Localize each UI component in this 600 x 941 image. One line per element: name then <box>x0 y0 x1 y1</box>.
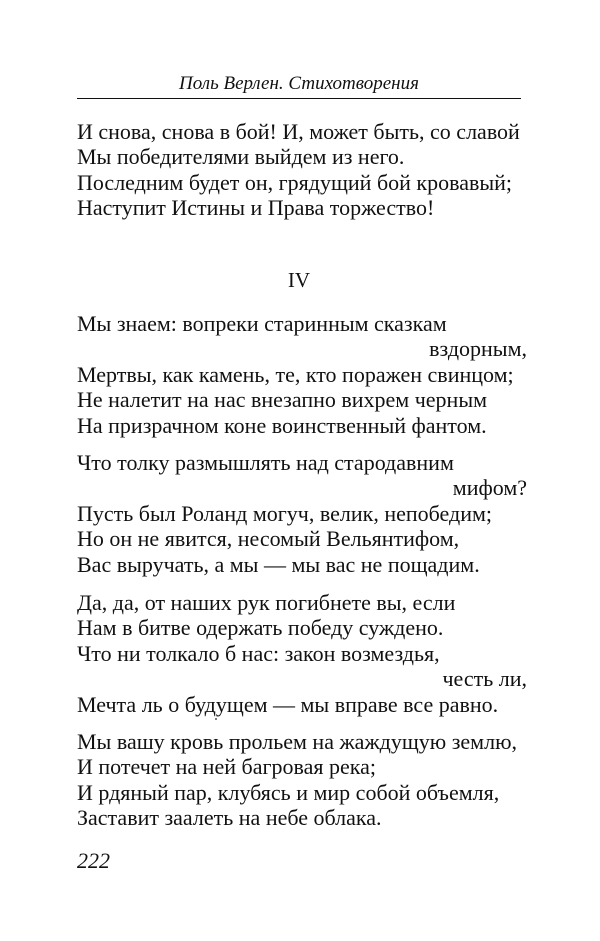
stanza-2 <box>77 450 527 577</box>
verse-line: И рдяный пар, клубясь и мир собой объемля, <box>77 779 500 805</box>
verse-line: И снова, снова в бой! И, может быть, со славой <box>77 119 520 144</box>
verse-line: На призрачном коне воинственный фантом. <box>77 412 487 438</box>
verse-line: Мертвы, как камень, те, кто поражен свинцом; <box>77 361 514 387</box>
verse-line: Что ни толкало б нас: закон возмездья, <box>77 640 440 666</box>
verse-line: И потечет на ней багровая река; <box>77 754 376 780</box>
section-number: IV <box>287 268 311 292</box>
verse-line: Заставит заалеть на небе облака. <box>77 805 382 831</box>
verse-line: Вас выручать, а мы — мы вас не пощадим. <box>77 551 480 577</box>
running-header: Поль Верлен. Стихотворения <box>179 73 419 94</box>
print-speck <box>215 718 217 720</box>
verse-line: Последним будет он, грядущий бой кровавый; <box>77 169 513 195</box>
stanza-1 <box>77 311 527 438</box>
verse-line: Нам в битве одержать победу суждено. <box>77 615 444 641</box>
verse-line-continuation: честь ли, <box>442 666 527 692</box>
verse-line: Мечта ль о будущем — мы вправе все равно. <box>77 691 499 717</box>
header-divider <box>77 98 521 99</box>
verse-line: Мы вашу кровь прольем на жаждущую землю, <box>77 729 517 754</box>
verse-line-continuation: вздорным, <box>429 336 527 362</box>
stanza-top <box>77 119 527 221</box>
verse-line: Но он не явится, несомый Вельянтифом, <box>77 526 460 552</box>
stanza-4 <box>77 729 527 831</box>
verse-line-continuation: мифом? <box>452 475 527 501</box>
verse-line: Что толку размышлять над стародавним <box>77 450 454 475</box>
verse-line: Не налетит на нас внезапно вихрем черным <box>77 387 488 413</box>
page-number: 222 <box>77 848 110 873</box>
stanza-3 <box>77 590 527 717</box>
verse-line: Пусть был Роланд могуч, велик, непобедим; <box>77 500 493 526</box>
verse-line: Наступит Истины и Права торжество! <box>77 195 435 221</box>
verse-line: Мы победителями выйдем из него. <box>77 144 405 170</box>
verse-line: Мы знаем: вопреки старинным сказкам <box>77 311 447 336</box>
verse-line: Да, да, от наших рук погибнете вы, если <box>77 590 456 615</box>
